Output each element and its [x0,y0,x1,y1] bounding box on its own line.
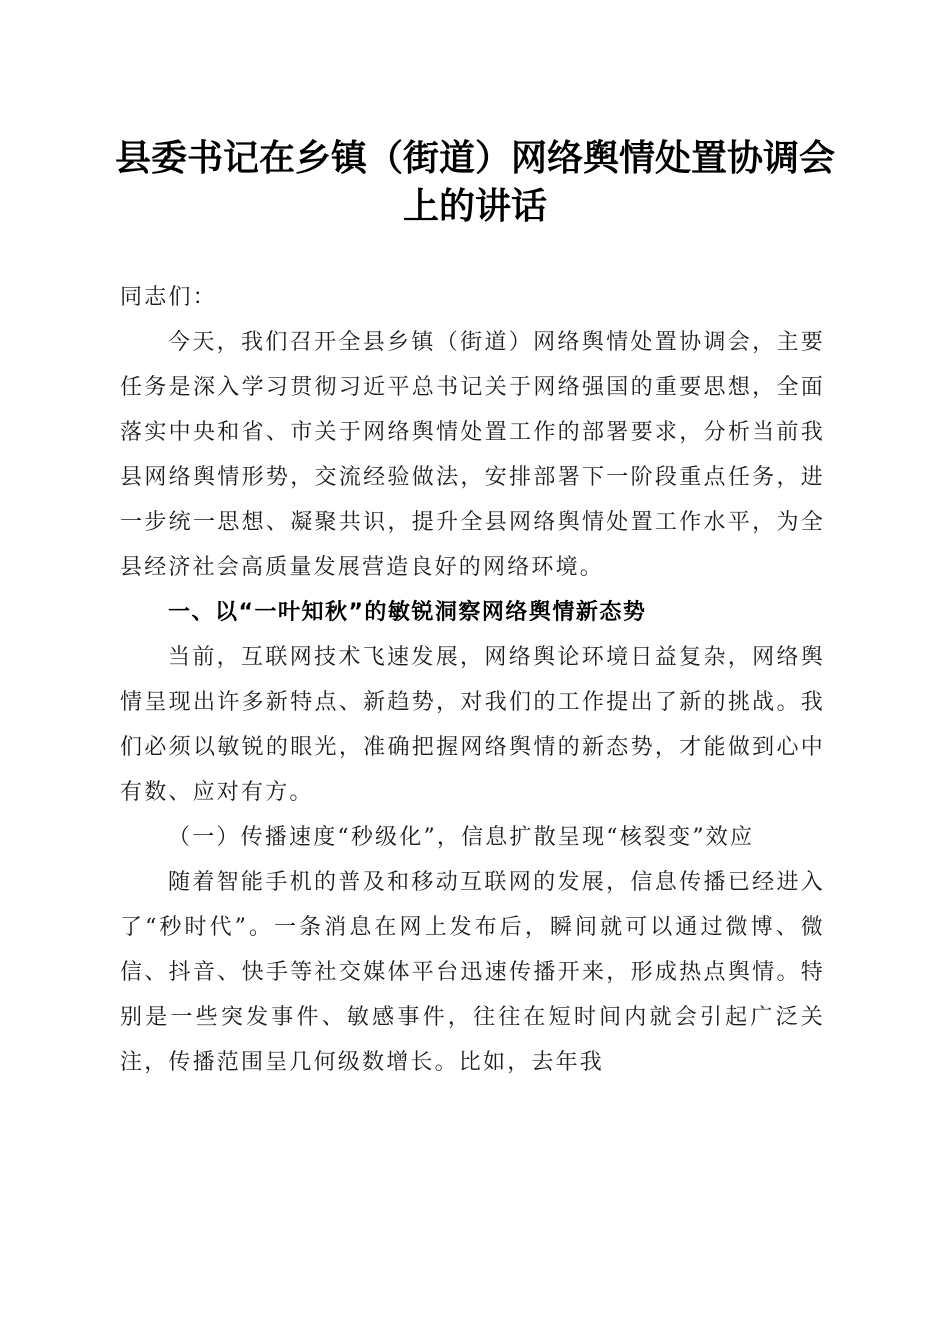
document-title-line-1: 县委书记在乡镇（街道）网络舆情处置协调会 [114,138,835,179]
subsection-1-paragraph: 随着智能手机的普及和移动互联网的发展，信息传播已经进入了“秒时代”。一条消息在网上发布后，瞬间就可以通过微博、微信、抖音、快手等社交媒体平台迅速传播开来，形成热点舆情。特别是一些突发事件、敏感事件，往往在短时间内就会引起广泛关注，传播范围呈几何级数增长。比如，去年我 [120,870,825,1075]
document-body [120,275,825,1085]
intro-paragraph: 今天，我们召开全县乡镇（街道）网络舆情处置协调会，主要任务是深入学习贯彻习近平总书记关于网络强国的重要思想，全面落实中央和省、市关于网络舆情处置工作的部署要求，分析当前我县网络舆情形势，交流经验做法，安排部署下一阶段重点任务，进一步统一思想、凝聚共识，提升全县网络舆情处置工作水平，为全县经济社会高质量发展营造良好的网络环境。 [120,330,825,580]
document-title-line-2: 上的讲话 [402,186,547,227]
subsection-1-heading: （一）传播速度“秒级化”，信息扩散呈现“核裂变”效应 [168,825,755,850]
section-1-paragraph: 当前，互联网技术飞速发展，网络舆论环境日益复杂，网络舆情呈现出许多新特点、新趋势，对我们的工作提出了新的挑战。我们必须以敏锐的眼光，准确把握网络舆情的新态势，才能做到心中有数、应对有方。 [120,645,825,805]
salutation: 同志们： [120,285,217,310]
section-1-heading: 一、以“一叶知秋”的敏锐洞察网络舆情新态势 [168,600,647,625]
